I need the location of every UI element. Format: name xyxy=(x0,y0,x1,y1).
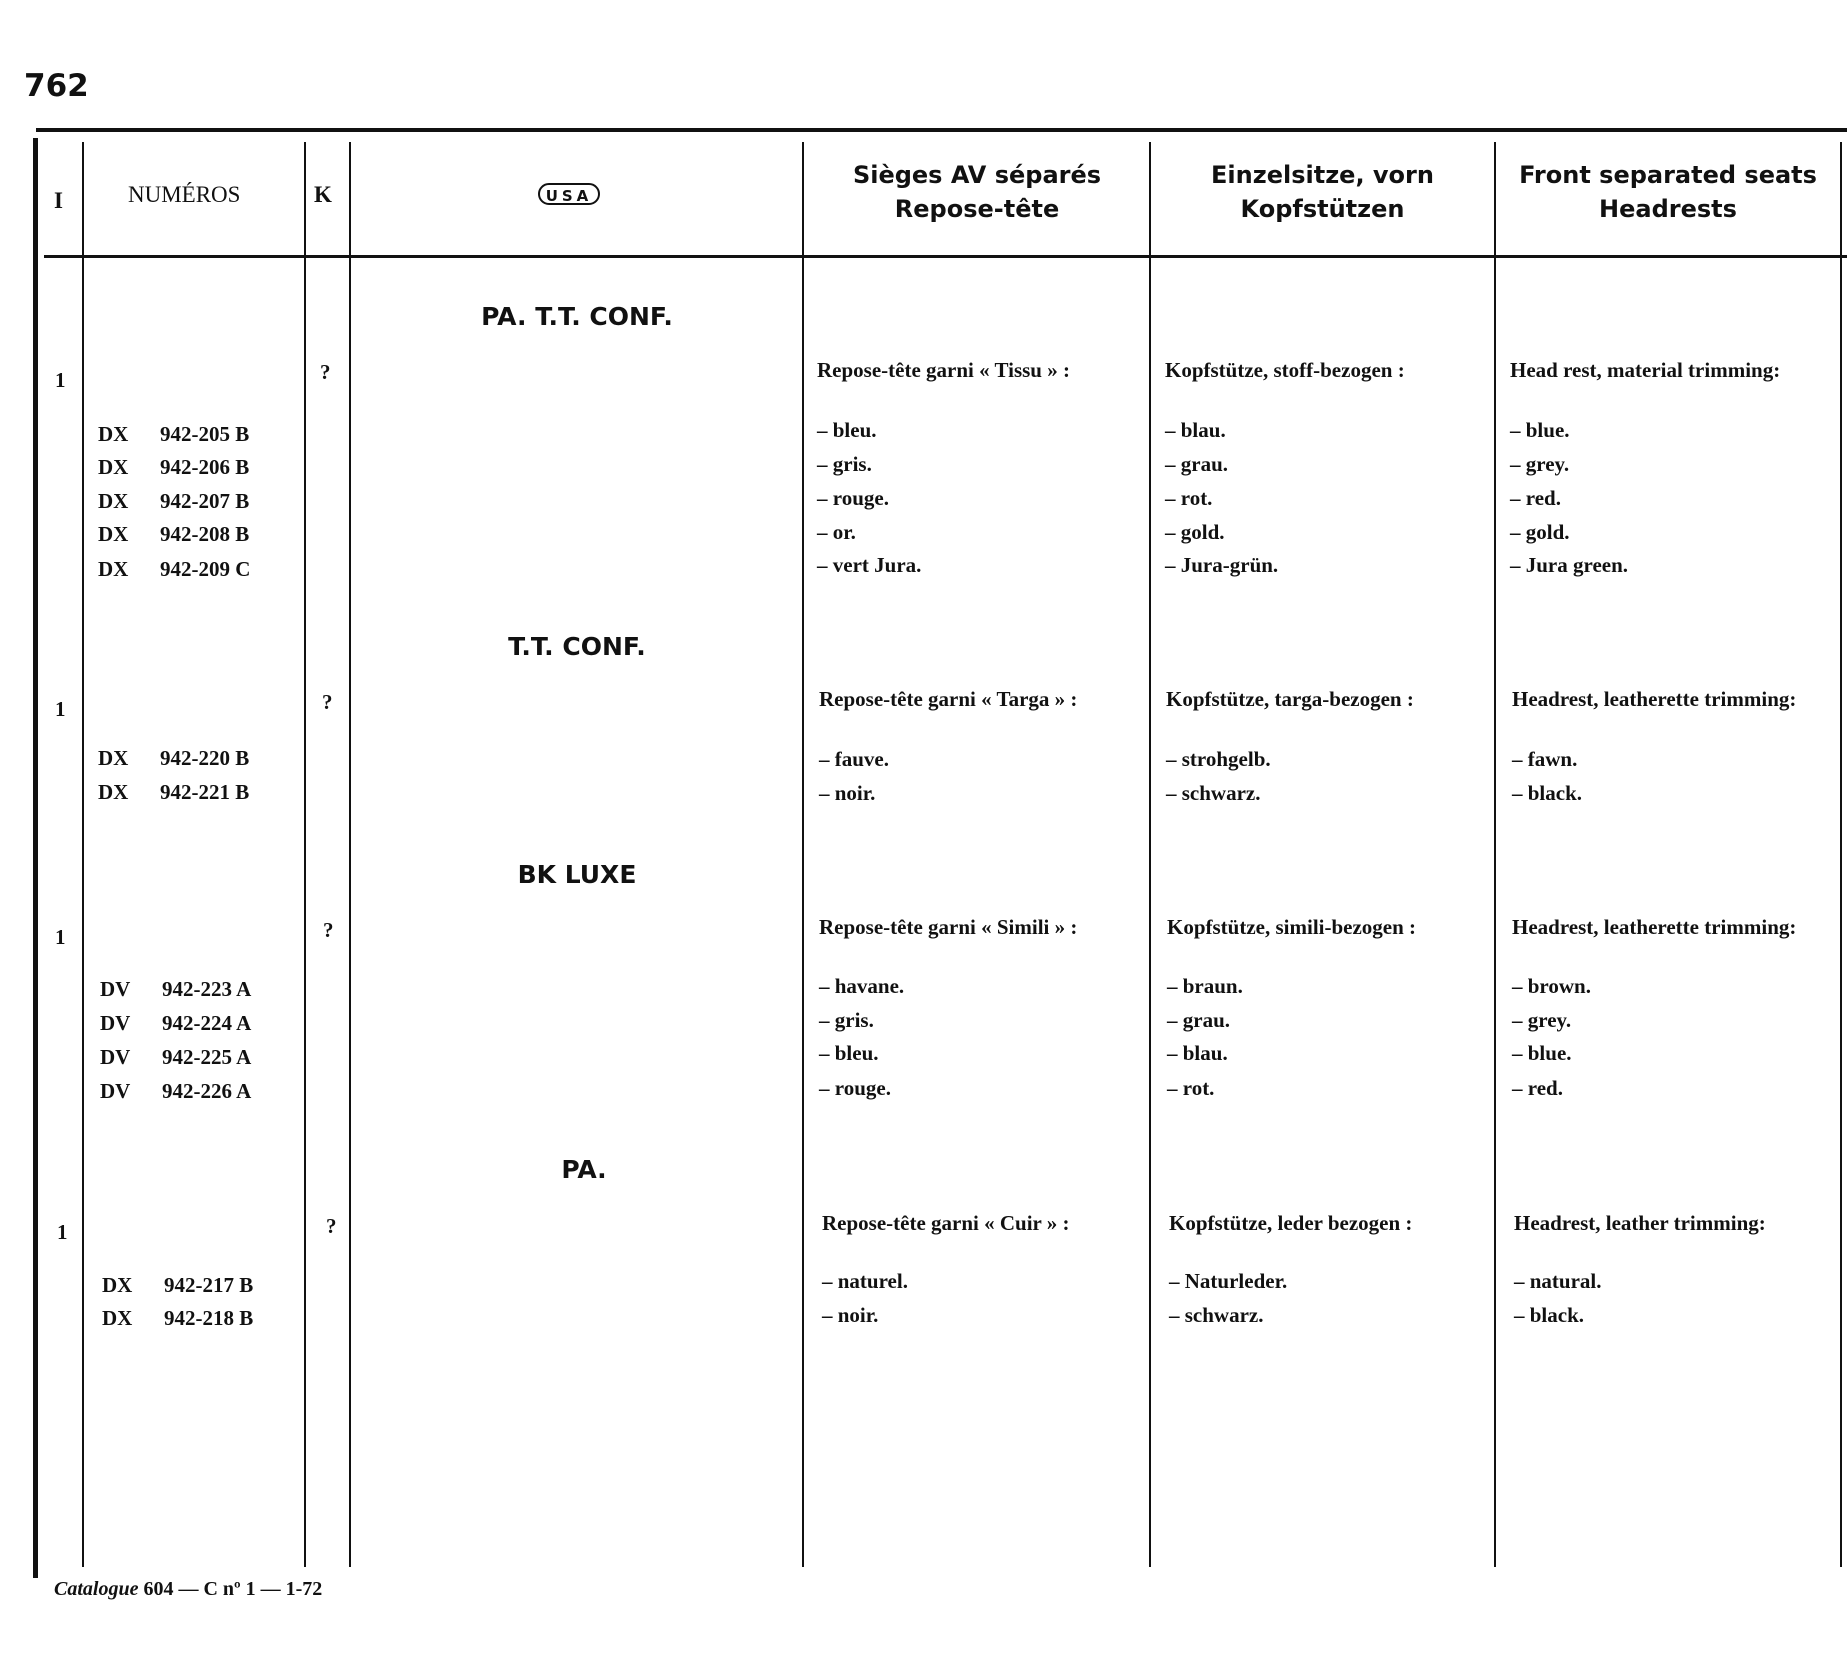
section-index: 1 xyxy=(55,925,66,949)
part-number-row xyxy=(100,977,251,1002)
part-number-row xyxy=(98,780,249,805)
catalogue-reference: 604 — C nº 1 — 1-72 xyxy=(143,1578,323,1600)
header-bottom-rule xyxy=(44,255,1847,258)
french-item: – bleu. xyxy=(819,1041,879,1065)
part-number-row xyxy=(100,1045,251,1070)
usa-badge: USA xyxy=(538,183,600,205)
french-item: – havane. xyxy=(819,974,905,998)
part-number: 942-225 A xyxy=(162,1045,252,1069)
part-number-row xyxy=(98,455,249,480)
german-item: – strohgelb. xyxy=(1166,747,1271,771)
part-prefix: DX xyxy=(98,746,129,770)
german-heading: Kopfstütze, targa-bezogen : xyxy=(1166,687,1414,711)
english-item: – Jura green. xyxy=(1510,553,1629,577)
french-heading: Repose-tête garni « Tissu » : xyxy=(817,358,1070,382)
english-heading: Headrest, leatherette trimming: xyxy=(1512,915,1797,939)
german-heading: Kopfstütze, simili-bezogen : xyxy=(1167,915,1417,939)
french-item: – gris. xyxy=(817,452,872,476)
part-number-row xyxy=(102,1273,253,1298)
english-heading: Headrest, leatherette trimming: xyxy=(1512,687,1797,711)
part-number: 942-206 B xyxy=(160,455,250,479)
part-prefix: DX xyxy=(102,1306,133,1330)
section-title: PA. xyxy=(561,1155,607,1184)
german-heading: Kopfstütze, leder bezogen : xyxy=(1169,1211,1413,1235)
german-item: – Naturleder. xyxy=(1169,1269,1288,1293)
part-prefix: DV xyxy=(100,977,131,1001)
french-item: – noir. xyxy=(822,1303,879,1327)
english-item: – brown. xyxy=(1512,974,1591,998)
part-prefix: DX xyxy=(98,489,129,513)
french-item: – noir. xyxy=(819,781,876,805)
german-item: – blau. xyxy=(1165,418,1226,442)
part-number: 942-207 B xyxy=(160,489,250,513)
catalogue-footer xyxy=(54,1578,322,1601)
header-french xyxy=(805,158,1149,226)
section-k: ? xyxy=(320,360,331,384)
part-number: 942-224 A xyxy=(162,1011,252,1035)
part-number: 942-217 B xyxy=(164,1273,254,1297)
part-prefix: DX xyxy=(102,1273,133,1297)
part-prefix: DX xyxy=(98,422,129,446)
english-item: – red. xyxy=(1510,486,1561,510)
part-prefix: DV xyxy=(100,1045,131,1069)
section-k: ? xyxy=(323,918,334,942)
section-index: 1 xyxy=(55,697,66,721)
english-item: – red. xyxy=(1512,1076,1563,1100)
part-prefix: DX xyxy=(98,522,129,546)
german-item: – schwarz. xyxy=(1169,1303,1264,1327)
english-item: – black. xyxy=(1512,781,1583,805)
header-english-line2: Headrests xyxy=(1599,195,1737,223)
section-title: PA. T.T. CONF. xyxy=(481,302,673,331)
divider-german xyxy=(1494,142,1496,1567)
part-number: 942-223 A xyxy=(162,977,252,1001)
english-item: – fawn. xyxy=(1512,747,1578,771)
part-number: 942-208 B xyxy=(160,522,250,546)
german-item: – blau. xyxy=(1167,1041,1228,1065)
part-number-row xyxy=(100,1079,251,1104)
english-item: – blue. xyxy=(1512,1041,1572,1065)
german-item: – schwarz. xyxy=(1166,781,1261,805)
english-heading: Headrest, leather trimming: xyxy=(1514,1211,1766,1235)
part-prefix: DX xyxy=(98,780,129,804)
section-k: ? xyxy=(322,690,333,714)
top-rule xyxy=(36,128,1847,132)
french-item: – fauve. xyxy=(819,747,889,771)
english-item: – grey. xyxy=(1512,1008,1572,1032)
part-number: 942-209 C xyxy=(160,557,251,581)
section-title: BK LUXE xyxy=(517,860,637,889)
part-prefix: DX xyxy=(98,455,129,479)
page-number: 762 xyxy=(24,68,89,104)
part-number: 942-205 B xyxy=(160,422,250,446)
part-number: 942-226 A xyxy=(162,1079,252,1103)
divider-numbers xyxy=(304,142,306,1567)
german-item: – gold. xyxy=(1165,520,1225,544)
german-item: – rot. xyxy=(1167,1076,1215,1100)
english-heading: Head rest, material trimming: xyxy=(1510,358,1781,382)
divider-usa xyxy=(802,142,804,1567)
header-german xyxy=(1151,158,1494,226)
part-number-row xyxy=(102,1306,253,1331)
part-number-row xyxy=(98,557,250,582)
part-prefix: DX xyxy=(98,557,129,581)
part-number-row xyxy=(98,522,249,547)
header-french-line2: Repose-tête xyxy=(894,195,1060,223)
left-border xyxy=(33,138,38,1578)
english-item: – natural. xyxy=(1514,1269,1602,1293)
french-item: – bleu. xyxy=(817,418,877,442)
part-number: 942-220 B xyxy=(160,746,250,770)
part-number-row xyxy=(98,746,249,771)
english-item: – gold. xyxy=(1510,520,1570,544)
german-item: – grau. xyxy=(1165,452,1228,476)
english-item: – grey. xyxy=(1510,452,1570,476)
section-index: 1 xyxy=(57,1220,68,1244)
divider-english xyxy=(1840,142,1842,1567)
header-english xyxy=(1496,158,1840,226)
german-item: – Jura-grün. xyxy=(1165,553,1279,577)
header-french-line1: Sièges AV séparés xyxy=(852,161,1102,189)
french-heading: Repose-tête garni « Cuir » : xyxy=(822,1211,1070,1235)
french-item: – or. xyxy=(817,520,856,544)
french-item: – vert Jura. xyxy=(817,553,922,577)
section-k: ? xyxy=(326,1214,337,1238)
part-number-row xyxy=(98,422,249,447)
part-number: 942-221 B xyxy=(160,780,250,804)
header-k: K xyxy=(314,182,332,207)
french-heading: Repose-tête garni « Simili » : xyxy=(819,915,1078,939)
part-number-row xyxy=(98,489,249,514)
divider-french xyxy=(1149,142,1151,1567)
catalogue-word: Catalogue xyxy=(54,1578,139,1600)
german-item: – grau. xyxy=(1167,1008,1230,1032)
part-prefix: DV xyxy=(100,1011,131,1035)
english-item: – black. xyxy=(1514,1303,1585,1327)
header-german-line1: Einzelsitze, vorn xyxy=(1211,161,1434,189)
section-index: 1 xyxy=(55,368,66,392)
header-english-line1: Front separated seats xyxy=(1519,161,1817,189)
german-heading: Kopfstütze, stoff-bezogen : xyxy=(1165,358,1405,382)
header-index: I xyxy=(54,188,63,213)
french-item: – rouge. xyxy=(819,1076,891,1100)
english-item: – blue. xyxy=(1510,418,1570,442)
french-item: – naturel. xyxy=(822,1269,908,1293)
french-item: – gris. xyxy=(819,1008,874,1032)
german-item: – rot. xyxy=(1165,486,1213,510)
part-prefix: DV xyxy=(100,1079,131,1103)
french-item: – rouge. xyxy=(817,486,889,510)
divider-k xyxy=(349,142,351,1567)
german-item: – braun. xyxy=(1167,974,1243,998)
part-number-row xyxy=(100,1011,251,1036)
part-number: 942-218 B xyxy=(164,1306,254,1330)
header-german-line2: Kopfstützen xyxy=(1240,195,1405,223)
divider-index xyxy=(82,142,84,1567)
french-heading: Repose-tête garni « Targa » : xyxy=(819,687,1078,711)
section-title: T.T. CONF. xyxy=(508,632,646,661)
header-numeros: NUMÉROS xyxy=(128,182,241,207)
